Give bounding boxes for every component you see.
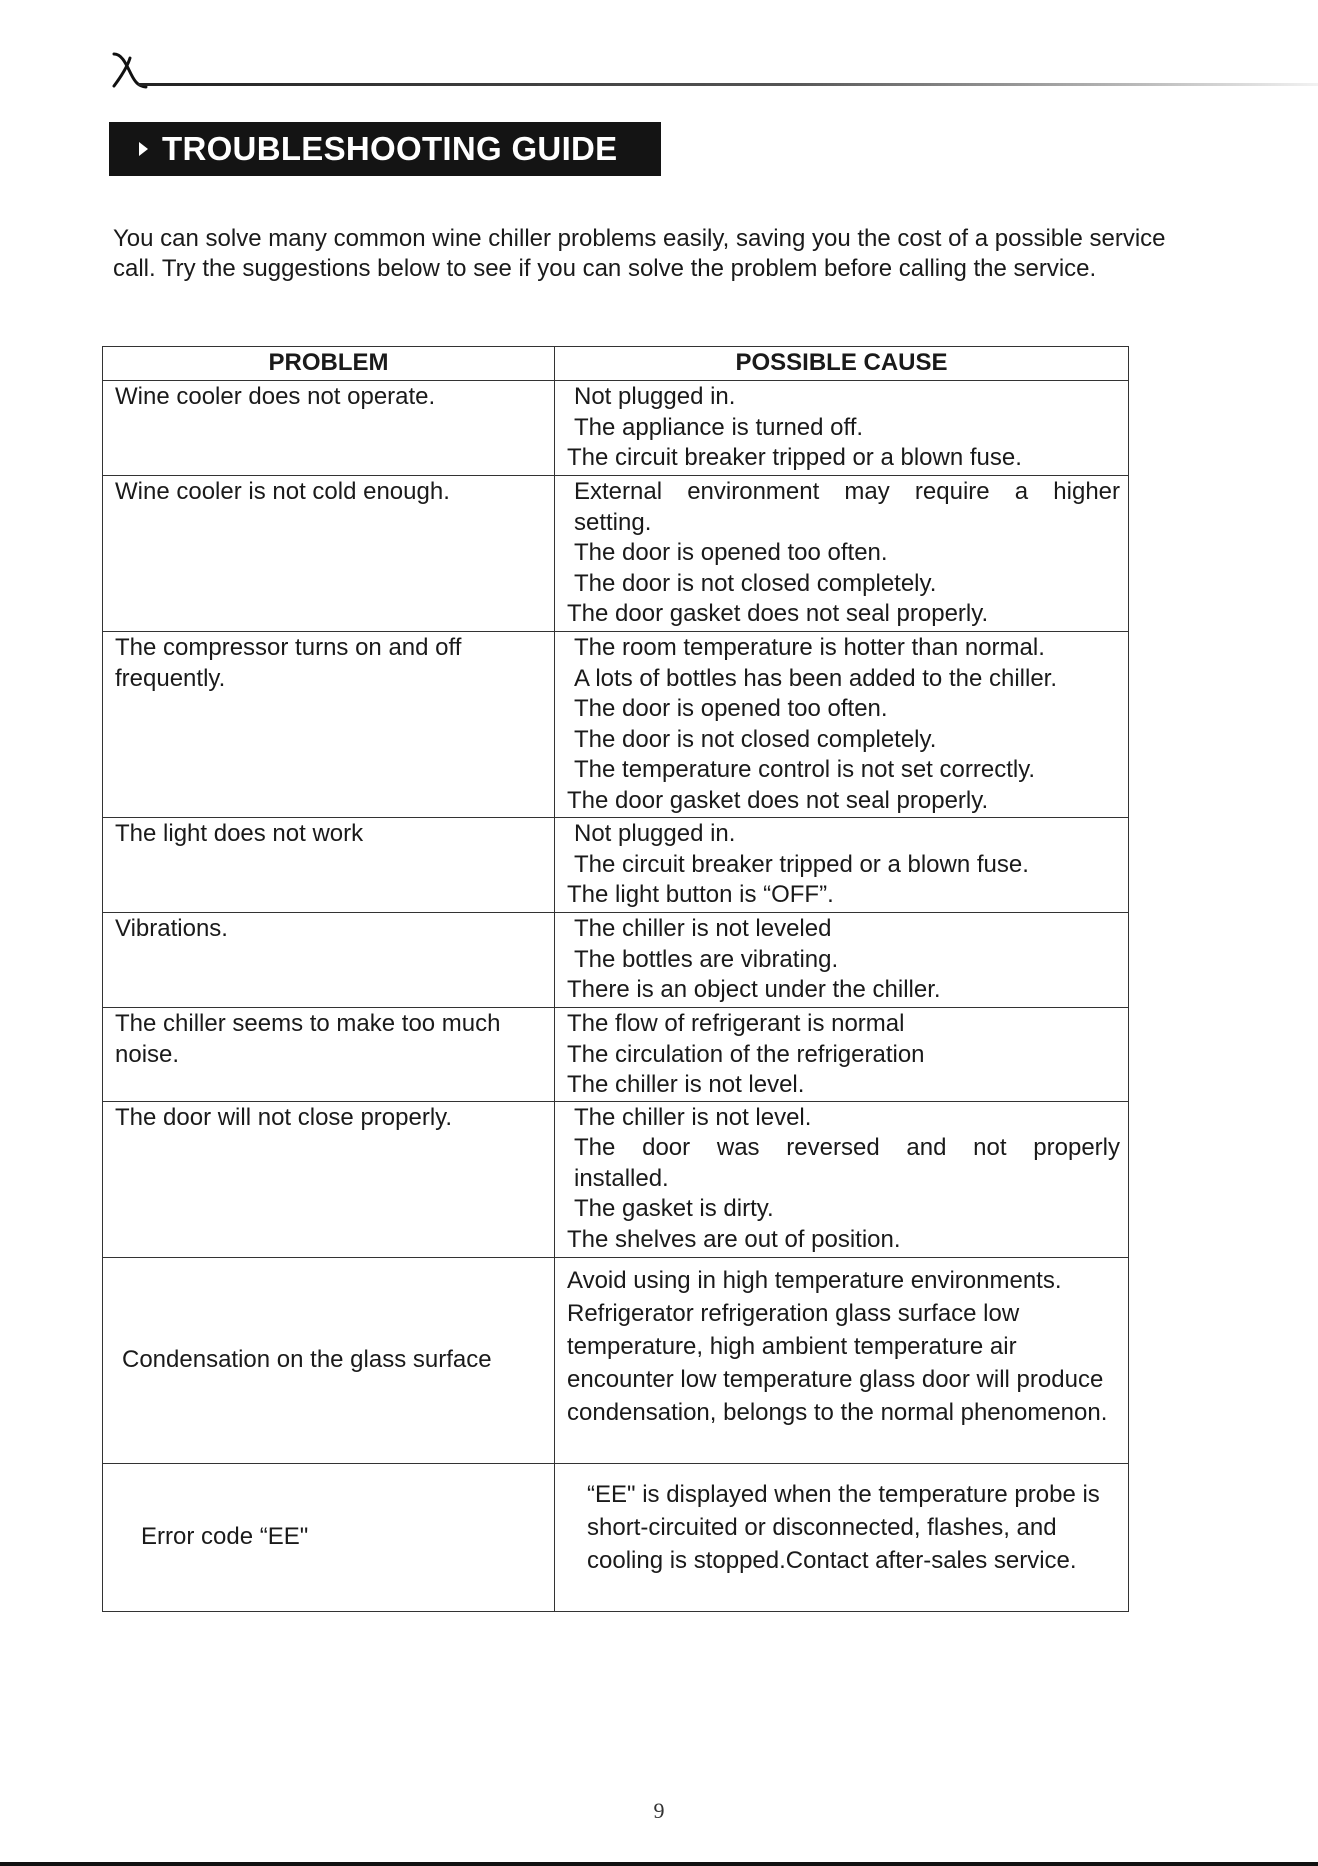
table-row bbox=[103, 632, 1129, 818]
cause-line: External environment may require a higher bbox=[574, 478, 1120, 505]
cause-cell bbox=[555, 476, 1129, 632]
cause-line: The door is opened too often. bbox=[574, 539, 888, 566]
cause-line: Not plugged in. bbox=[574, 383, 736, 410]
cause-line: setting. bbox=[574, 508, 652, 536]
cause-line: The door gasket does not seal properly. bbox=[567, 600, 989, 627]
cause-cell bbox=[555, 1101, 1129, 1257]
cause-line: The shelves are out of position. bbox=[567, 1225, 901, 1253]
cause-line: The flow of refrigerant is normal bbox=[567, 1010, 905, 1037]
cause-line: The temperature control is not set correctly. bbox=[574, 756, 1036, 783]
problem-cell: Vibrations. bbox=[103, 913, 555, 1008]
table-row bbox=[103, 1463, 1129, 1611]
cause-cell bbox=[555, 1463, 1129, 1611]
cause-line: There is an object under the chiller. bbox=[567, 976, 941, 1003]
problem-cell: Wine cooler does not operate. bbox=[103, 381, 555, 476]
page-number: 9 bbox=[653, 1798, 665, 1823]
table-row bbox=[103, 1257, 1129, 1463]
cause-cell bbox=[555, 1257, 1129, 1463]
column-header-problem: PROBLEM bbox=[103, 347, 555, 381]
cause-line: The bottles are vibrating. bbox=[574, 945, 839, 973]
problem-cell: The door will not close properly. bbox=[103, 1101, 555, 1257]
problem-cell: Error code “EE" bbox=[103, 1463, 555, 1611]
page-title: TROUBLESHOOTING GUIDE bbox=[162, 130, 618, 167]
cause-line: The door is not closed completely. bbox=[574, 569, 937, 597]
problem-cell: The compressor turns on and off frequently. bbox=[103, 632, 555, 818]
problem-cell: Wine cooler is not cold enough. bbox=[103, 476, 555, 632]
cause-line: The chiller is not level. bbox=[567, 1071, 805, 1098]
column-header-cause: POSSIBLE CAUSE bbox=[555, 347, 1129, 381]
table-row bbox=[103, 913, 1129, 1008]
table-row bbox=[103, 1008, 1129, 1102]
cause-line: The light button is “OFF”. bbox=[567, 881, 834, 908]
cause-line: installed. bbox=[574, 1164, 669, 1192]
cause-line: The door was reversed and not properly bbox=[574, 1134, 1120, 1161]
cause-line: The circuit breaker tripped or a blown fuse. bbox=[574, 850, 1029, 878]
cause-paragraph: Avoid using in high temperature environments. Refrigerator refrigeration glass surface low temperature, high ambient temperature air encounter low temperature glass door will produce condensation, belongs to the normal phenomenon. bbox=[567, 1266, 1108, 1426]
cause-line: A lots of bottles has been added to the chiller. bbox=[574, 664, 1057, 692]
table-header-row bbox=[103, 347, 1129, 381]
cause-line: The chiller is not level. bbox=[574, 1103, 812, 1131]
table-row bbox=[103, 476, 1129, 632]
triangle-right-icon bbox=[139, 142, 148, 156]
cause-line: The appliance is turned off. bbox=[574, 413, 864, 441]
header-rule bbox=[138, 83, 1318, 86]
problem-cell: The chiller seems to make too much noise. bbox=[103, 1008, 555, 1102]
problem-cell: The light does not work bbox=[103, 818, 555, 913]
cause-line: The chiller is not leveled bbox=[574, 915, 832, 942]
cause-cell bbox=[555, 818, 1129, 913]
cause-cell bbox=[555, 632, 1129, 818]
cause-line: The gasket is dirty. bbox=[574, 1195, 774, 1222]
cause-cell bbox=[555, 913, 1129, 1008]
cause-paragraph: “EE" is displayed when the temperature probe is short-circuited or disconnected, flashes, and cooling is stopped.Contact after-sales service. bbox=[587, 1480, 1100, 1574]
troubleshooting-table bbox=[102, 346, 1129, 1612]
cause-line: The door is not closed completely. bbox=[574, 725, 937, 753]
table-row bbox=[103, 1101, 1129, 1257]
cause-line: The circuit breaker tripped or a blown fuse. bbox=[567, 444, 1022, 471]
cause-line: The door gasket does not seal properly. bbox=[567, 786, 989, 814]
cause-line: The room temperature is hotter than normal. bbox=[574, 634, 1045, 661]
cause-line: The circulation of the refrigeration bbox=[567, 1040, 925, 1068]
problem-cell: Condensation on the glass surface bbox=[103, 1257, 555, 1463]
table-row bbox=[103, 381, 1129, 476]
section-title-bar bbox=[109, 122, 661, 176]
bottom-rule bbox=[0, 1862, 1318, 1866]
cause-line: Not plugged in. bbox=[574, 820, 736, 847]
cause-line: The door is opened too often. bbox=[574, 695, 888, 722]
cause-cell bbox=[555, 1008, 1129, 1102]
cause-cell bbox=[555, 381, 1129, 476]
table-row bbox=[103, 818, 1129, 913]
intro-paragraph: You can solve many common wine chiller problems easily, saving you the cost of a possible service call. Try the suggestions below to see if you can solve the problem before calling the service. bbox=[113, 225, 1166, 282]
